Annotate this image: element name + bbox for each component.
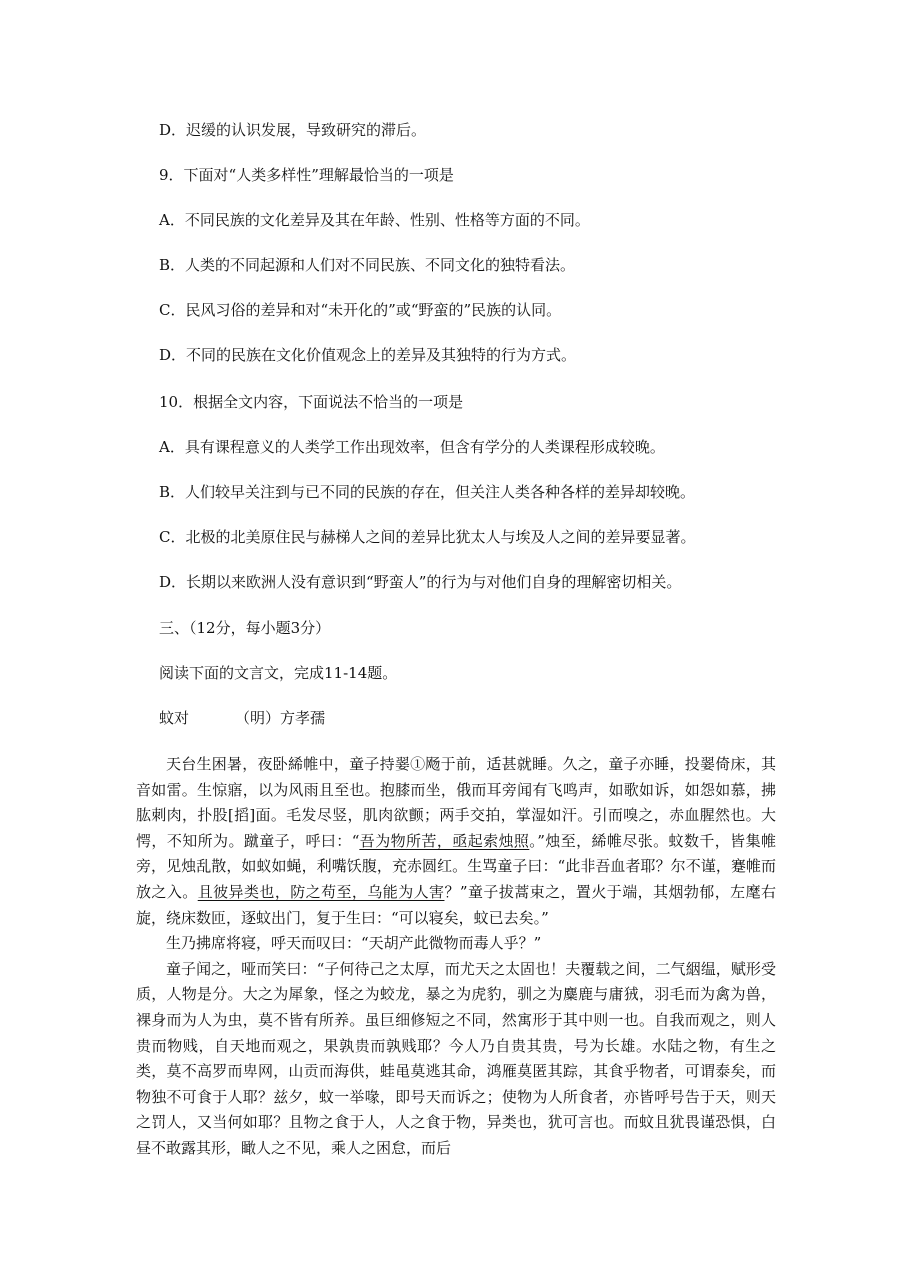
option-9a: A．不同民族的文化差异及其在年龄、性别、性格等方面的不同。 xyxy=(159,211,590,229)
passage-text: 。”烛至，絺帷尽张。蚊数千，皆集帷旁，见烛乱散，如蚁如蝇，利嘴饫腹，充赤圆红。生骂童子曰：“此非吾血者耶？尔不谨，蹇帷而放之入。 xyxy=(136,831,776,901)
option-10b: B．人们较早关注到与已不同的民族的存在，但关注人类各种各样的差异却较晚。 xyxy=(159,483,696,501)
text-title-row xyxy=(159,708,325,728)
option-10c: C．北极的北美原住民与赫梯人之间的差异比犹太人与埃及人之间的差异要显著。 xyxy=(159,528,696,546)
option-10a: A．具有课程意义的人类学工作出现效率，但含有学分的人类课程形成较晚。 xyxy=(159,438,665,456)
option-9d: D．不同的民族在文化价值观念上的差异及其独特的行为方式。 xyxy=(159,346,577,364)
option-9b: B．人类的不同起源和人们对不同民族、不同文化的独特看法。 xyxy=(159,256,576,274)
passage-paragraph-3: 童子闻之，哑而笑曰：“子何待己之太厚，而尤天之太固也！夫覆载之间，二气絪缊，赋形受质，人物是分。大之为犀象，怪之为蛟龙，暴之为虎豹，驯之为麋鹿与庸狨，羽毛而为禽为兽，裸身而为人为虫，莫不皆有所养。虽巨细修短之不同，然寓形于其中则一也。自我而观之，则人贵而物贱，自天地而观之，果孰贵而孰贱耶？今人乃自贵其贵，号为长雄。水陆之物，有生之类，莫不高罗而卑网，山贡而海供，蛙黾莫逃其命，鸿雁莫匿其踪，其食乎物者，可谓泰矣，而物独不可食于人耶？兹夕，蚊一举喙，即号天而诉之；使物为人所食者，亦皆呼号告于天，则天之罚人，又当何如耶？且物之食于人，人之食于物，异类也，犹可言也。而蚊且犹畏谨恐惧，白昼不敢露其形，瞰人之不见，乘人之困怠，而后 xyxy=(136,959,776,1157)
passage-paragraph-1 xyxy=(136,752,776,931)
option-9c: C．民风习俗的差异和对“未开化的”或“野蛮的”民族的认同。 xyxy=(159,301,562,319)
underlined-sentence-2: 且彼异类也，防之苟至，乌能为人害 xyxy=(197,882,445,901)
classical-passage xyxy=(136,752,776,1162)
text-title: 蚊对 xyxy=(159,709,190,727)
underlined-sentence-1: 吾为物所苦，亟起索烛照 xyxy=(359,831,530,850)
section-three-heading: 三、（12分，每小题3分） xyxy=(159,619,331,637)
text-author: （明）方孝孺 xyxy=(235,709,326,727)
passage-paragraph-2: 生乃拂席将寝，呼天而叹曰：“天胡产此微物而毒人乎？” xyxy=(166,934,542,953)
option-8d: D．迟缓的认识发展，导致研究的滞后。 xyxy=(159,121,427,139)
question-10: 10．根据全文内容，下面说法不恰当的一项是 xyxy=(159,393,464,411)
passage-text: ？”童子拔蒿束之，置火于端，其烟勃郁，左麾右旋，绕床数匝，逐蚊出门，复于生曰：“可以寝矣，蚊已去矣。” xyxy=(136,882,776,927)
option-10d: D．长期以来欧洲人没有意识到“野蛮人”的行为与对他们自身的理解密切相关。 xyxy=(159,573,682,591)
passage-text: 天台生困暑，夜卧絺帷中，童子持翣①飏于前，适甚就睡。久之，童子亦睡，投翣倚床，其音如雷。生惊寤，以为风雨且至也。抱膝而坐，俄而耳旁闻有飞鸣声，如歌如诉，如怨如慕，拂肱刺肉，扑股[搯]面。毛发尽竖，肌肉欲颤；两手交拍，掌湿如汗。引而嗅之，赤血腥然也。大愕，不知所为。蹴童子，呼曰：“ xyxy=(136,755,776,850)
question-9: 9．下面对“人类多样性”理解最恰当的一项是 xyxy=(159,166,454,184)
reading-instruction: 阅读下面的文言文，完成11-14题。 xyxy=(159,664,398,682)
